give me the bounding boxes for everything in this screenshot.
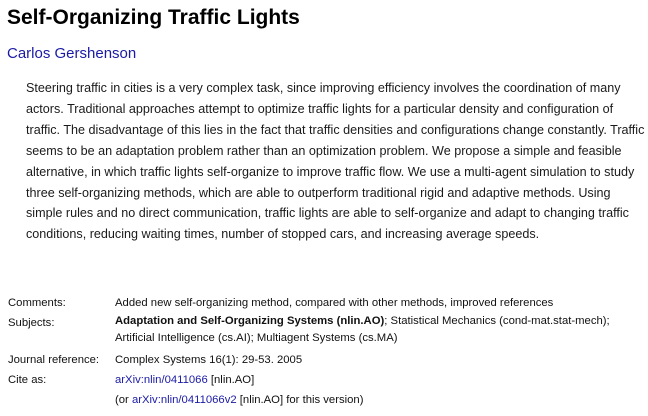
version-prefix: (or xyxy=(115,394,132,406)
abstract-text: Steering traffic in cities is a very complex task, since improving efficiency involves the coordination of many actors. Traditional approaches attempt to optimize traffic lights for a particular density and configuration of traffic. The disadvantage of this lies in the fact that traffic densities and configurations change constantly. Traffic seems to be an adaptation problem rather than an optimization problem. We propose a simple and feasible alternative, in which traffic lights self-organize to improve traffic flow. We use a multi-agent simulation to study three self-organizing methods, which are able to outperform traditional rigid and adaptive methods. Using simple rules and no direct communication, traffic lights are able to self-organize and adapt to changing traffic conditions, reducing waiting times, number of stopped cars, and increasing average speeds. xyxy=(26,81,645,242)
author-link[interactable]: Carlos Gershenson xyxy=(7,45,137,62)
journal-label: Journal reference: xyxy=(8,354,100,366)
subjects-label: Subjects: xyxy=(8,317,55,329)
paper-title: Self-Organizing Traffic Lights xyxy=(7,6,300,29)
other-subjects: ; Statistical Mechanics (cond-mat.stat-mech); Artificial Intelligence (cs.AI); Multiagent Systems (cs.MA) xyxy=(115,315,610,344)
version-value xyxy=(115,390,644,410)
primary-subject: Adaptation and Self-Organizing Systems (nlin.AO) xyxy=(115,315,385,327)
cite-value xyxy=(115,370,644,390)
journal-row xyxy=(8,350,644,370)
version-row xyxy=(8,390,644,410)
journal-value: Complex Systems 16(1): 29-53. 2005 xyxy=(115,354,303,366)
comments-value: Added new self-organizing method, compared with other methods, improved references xyxy=(115,297,554,309)
comments-label: Comments: xyxy=(8,297,66,309)
version-suffix: [nlin.AO] for this version) xyxy=(236,394,364,406)
cite-suffix: [nlin.AO] xyxy=(207,374,255,386)
cite-label: Cite as: xyxy=(8,374,47,386)
version-link[interactable]: arXiv:nlin/0411066v2 xyxy=(131,394,237,406)
subjects-row xyxy=(8,313,644,347)
metadata-table xyxy=(8,293,644,410)
cite-row xyxy=(8,370,644,390)
cite-link[interactable]: arXiv:nlin/0411066 xyxy=(115,374,208,386)
subjects-value xyxy=(115,313,644,347)
version-spacer xyxy=(8,390,115,410)
comments-row xyxy=(8,293,644,313)
